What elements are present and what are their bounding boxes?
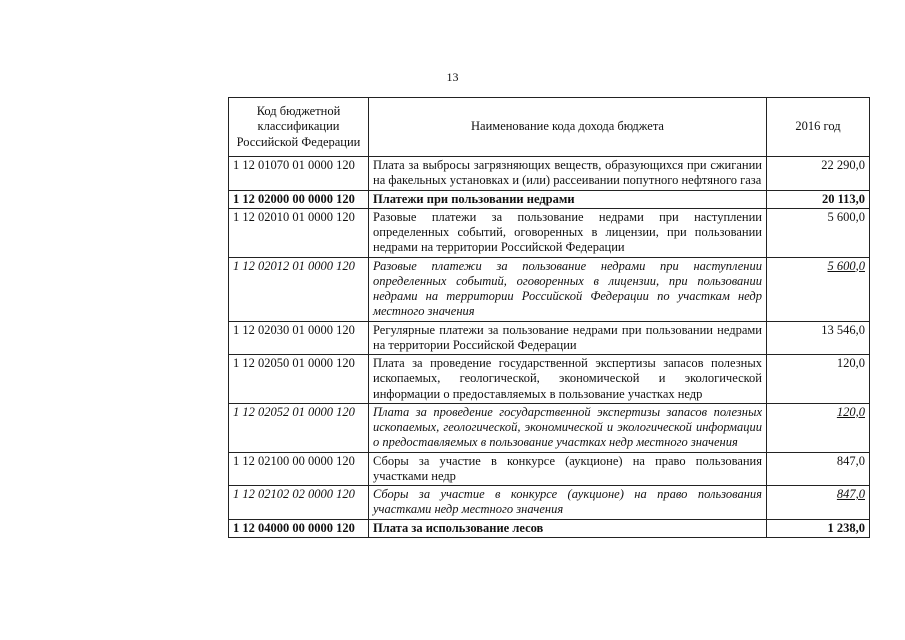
table-row	[229, 190, 870, 208]
row-amount	[767, 257, 870, 321]
row-name: Разовые платежи за пользование недрами при наступлении определенных событий, оговоренных в лицензии, при пользовании недрами на территории Российской Федерации	[369, 208, 767, 257]
row-amount: 22 290,0	[767, 157, 870, 191]
row-name: Разовые платежи за пользование недрами при наступлении определенных событий, оговоренных в лицензии, при пользовании недрами на территории Российской Федерации по участкам недр местного значения	[369, 257, 767, 321]
row-name: Плата за использование лесов	[369, 519, 767, 537]
row-name: Регулярные платежи за пользование недрами при пользовании недрами на территории Российской Федерации	[369, 321, 767, 355]
row-amount-value: 5 600,0	[827, 258, 865, 273]
row-code: 1 12 01070 01 0000 120	[229, 157, 369, 191]
row-amount: 847,0	[767, 452, 870, 486]
row-name: Сборы за участие в конкурсе (аукционе) на право пользования участками недр	[369, 452, 767, 486]
table-header-row	[229, 98, 870, 157]
table-row	[229, 157, 870, 191]
row-code: 1 12 02050 01 0000 120	[229, 355, 369, 404]
row-code: 1 12 02030 01 0000 120	[229, 321, 369, 355]
row-code: 1 12 04000 00 0000 120	[229, 519, 369, 537]
header-code: Код бюджетной классификации Российской Федерации	[229, 98, 369, 157]
table-row	[229, 321, 870, 355]
row-amount: 20 113,0	[767, 190, 870, 208]
row-amount: 13 546,0	[767, 321, 870, 355]
row-code: 1 12 02100 00 0000 120	[229, 452, 369, 486]
row-name: Сборы за участие в конкурсе (аукционе) на право пользования участками недр местного значения	[369, 486, 767, 520]
row-name: Платежи при пользовании недрами	[369, 190, 767, 208]
table-row	[229, 486, 870, 520]
table-row	[229, 519, 870, 537]
row-amount	[767, 403, 870, 452]
header-year: 2016 год	[767, 98, 870, 157]
row-name: Плата за проведение государственной экспертизы запасов полезных ископаемых, геологической, экономической и экологической информации о предоставляемых в пользование участках недр	[369, 355, 767, 404]
row-amount-value: 847,0	[836, 487, 865, 501]
row-name: Плата за проведение государственной экспертизы запасов полезных ископаемых, геологической, экономической и экологической информации о предоставляемых в пользование участках недр местного значения	[369, 403, 767, 452]
table-row	[229, 403, 870, 452]
row-amount: 5 600,0	[767, 208, 870, 257]
table-row	[229, 208, 870, 257]
row-amount	[767, 486, 870, 520]
row-code: 1 12 02010 01 0000 120	[229, 208, 369, 257]
table-row	[229, 452, 870, 486]
row-amount: 120,0	[767, 355, 870, 404]
table-row	[229, 257, 870, 321]
row-code: 1 12 02012 01 0000 120	[229, 257, 369, 321]
row-amount-value: 120,0	[836, 404, 865, 419]
row-code: 1 12 02052 01 0000 120	[229, 403, 369, 452]
table-row	[229, 355, 870, 404]
row-code: 1 12 02000 00 0000 120	[229, 190, 369, 208]
header-name: Наименование кода дохода бюджета	[369, 98, 767, 157]
budget-revenue-table	[228, 97, 870, 538]
page-number: 13	[446, 70, 459, 84]
row-code: 1 12 02102 02 0000 120	[229, 486, 369, 520]
row-amount: 1 238,0	[767, 519, 870, 537]
row-name: Плата за выбросы загрязняющих веществ, образующихся при сжигании на факельных установках и (или) рассеивании попутного нефтяного газа	[369, 157, 767, 191]
